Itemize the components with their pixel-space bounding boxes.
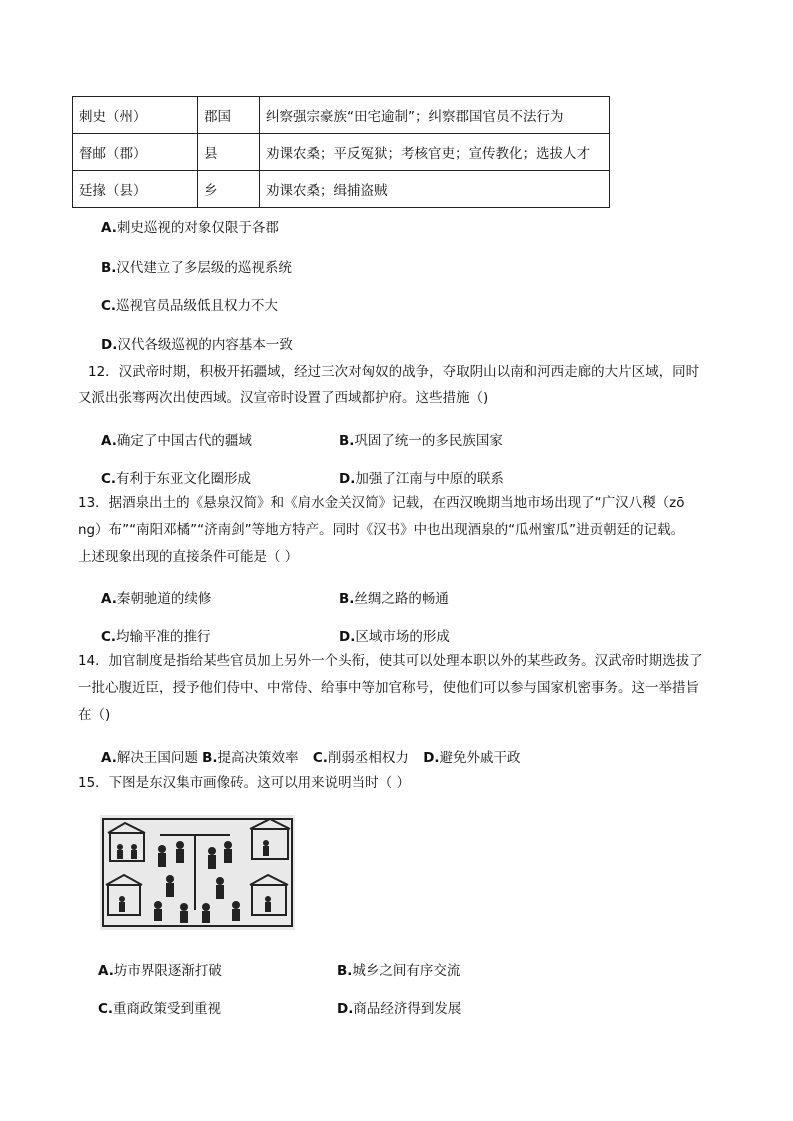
q13-stem-line2: ng）布”“南阳邓橘”“济南剑”等地方特产。同时《汉书》中也出现酒泉的“瓜州蜜瓜”进贡朝廷的记载。 bbox=[78, 522, 685, 538]
q15-option-a[interactable]: A.坊市界限逐渐打破 bbox=[98, 963, 222, 979]
q14-option-c[interactable]: C.削弱丞相权力 bbox=[312, 750, 409, 766]
q15-option-b[interactable]: B.城乡之间有序交流 bbox=[337, 963, 461, 979]
table-cell: 督邮（郡） bbox=[73, 134, 198, 171]
table-cell: 乡 bbox=[198, 171, 260, 208]
table-cell: 纠察强宗豪族“田宅逾制”；纠察郡国官员不法行为 bbox=[260, 97, 610, 134]
table-row bbox=[73, 134, 610, 171]
table-cell: 县 bbox=[198, 134, 260, 171]
q12-option-b[interactable]: B.巩固了统一的多民族国家 bbox=[339, 433, 503, 449]
table-cell: 刺史（州） bbox=[73, 97, 198, 134]
q11-option-d[interactable]: D.汉代各级巡视的内容基本一致 bbox=[101, 337, 293, 353]
q13-stem-line1: 13．据酒泉出土的《悬泉汉简》和《肩水金关汉简》记载，在西汉晚期当地市场出现了“广汉八稯（zō bbox=[78, 495, 685, 511]
table-cell: 劝课农桑；缉捕盗贼 bbox=[260, 171, 610, 208]
q15-stem-line1: 15．下图是东汉集市画像砖。这可以用来说明当时（ ） bbox=[78, 775, 410, 791]
market-brick-image bbox=[100, 815, 295, 930]
q14-stem-line2: 一批心腹近臣，授予他们侍中、中常侍、给事中等加官称号，使他们可以参与国家机密事务。这一举措旨 bbox=[78, 680, 699, 696]
q15-option-d[interactable]: D.商品经济得到发展 bbox=[337, 1001, 462, 1017]
q15-option-c[interactable]: C.重商政策受到重视 bbox=[98, 1001, 222, 1017]
table-cell: 廷掾（县） bbox=[73, 171, 198, 208]
q14-options-row bbox=[101, 746, 521, 766]
q14-option-b[interactable]: B.提高决策效率 bbox=[202, 750, 299, 766]
q12-option-d[interactable]: D.加强了江南与中原的联系 bbox=[339, 471, 504, 487]
table-cell: 劝课农桑；平反冤狱；考核官吏；宣传教化；选拔人才 bbox=[260, 134, 610, 171]
q13-option-c[interactable]: C.均输平准的推行 bbox=[101, 629, 211, 645]
q14-option-a[interactable]: A.解决王国问题 bbox=[101, 750, 198, 766]
q12-stem-line2: 又派出张骞两次出使西域。汉宣帝时设置了西域都护府。这些措施（) bbox=[78, 390, 489, 406]
q14-stem-line3: 在（) bbox=[78, 707, 111, 723]
q13-option-a[interactable]: A.秦朝驰道的续修 bbox=[101, 591, 212, 607]
q14-option-d[interactable]: D.避免外戚干政 bbox=[423, 750, 521, 766]
q11-option-b[interactable]: B.汉代建立了多层级的巡视系统 bbox=[101, 260, 292, 276]
inspection-table bbox=[72, 96, 610, 208]
q12-option-a[interactable]: A.确定了中国古代的疆域 bbox=[101, 433, 252, 449]
table-row bbox=[73, 97, 610, 134]
q13-option-d[interactable]: D.区域市场的形成 bbox=[339, 629, 450, 645]
q11-option-a[interactable]: A.刺史巡视的对象仅限于各郡 bbox=[101, 220, 279, 236]
q13-stem-line3: 上述现象出现的直接条件可能是（ ） bbox=[78, 549, 299, 565]
q14-stem-line1: 14．加官制度是指给某些官员加上另外一个头衔，使其可以处理本职以外的某些政务。汉武帝时期选拔了 bbox=[78, 653, 703, 669]
q13-option-b[interactable]: B.丝绸之路的畅通 bbox=[339, 591, 449, 607]
q12-stem-line1: 12．汉武帝时期，积极开拓疆域，经过三次对匈奴的战争，夺取阴山以南和河西走廊的大片区域，同时 bbox=[88, 364, 700, 380]
table-row bbox=[73, 171, 610, 208]
table-cell: 郡国 bbox=[198, 97, 260, 134]
q12-option-c[interactable]: C.有利于东亚文化圈形成 bbox=[101, 471, 252, 487]
q11-option-c[interactable]: C.巡视官员品级低且权力不大 bbox=[101, 298, 279, 314]
